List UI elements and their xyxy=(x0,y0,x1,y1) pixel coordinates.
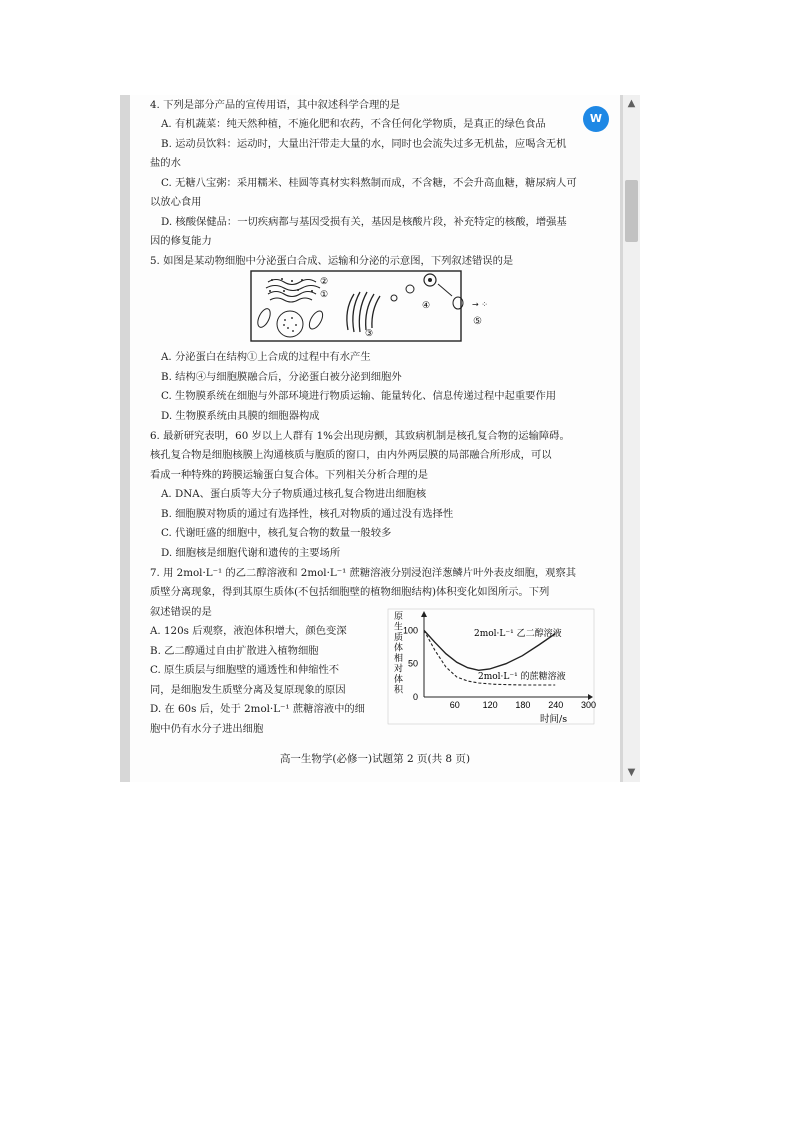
series-label-ethylene-glycol: 2mol·L⁻¹ 乙二醇溶液 xyxy=(474,629,562,639)
x-tick-label: 60 xyxy=(449,700,460,710)
y-axis-label-char: 体 xyxy=(394,643,404,654)
mitochondrion-left xyxy=(255,307,273,329)
question-5-stem: 5. 如图是某动物细胞中分泌蛋白合成、运输和分泌的示意图，下列叙述错误的是 xyxy=(150,255,514,267)
y-axis-label-char: 体 xyxy=(394,675,404,685)
secreted-protein-mark: → ⁘ xyxy=(472,300,488,309)
question-6-line3: 看成一种特殊的跨膜运输蛋白复合体。下列相关分析合理的是 xyxy=(150,469,429,481)
q5-option-b: B. 结构④与细胞膜融合后，分泌蛋白被分泌到细胞外 xyxy=(161,371,402,383)
q5-option-c: C. 生物膜系统在细胞与外部环境进行物质运输、能量转化、信息传递过程中起重要作用 xyxy=(161,390,557,402)
x-tick-label: 180 xyxy=(515,700,531,710)
page-footer: 高一生物学(必修一)试题第 2 页(共 8 页) xyxy=(279,753,471,765)
q6-option-c: C. 代谢旺盛的细胞中，核孔复合物的数量一般较多 xyxy=(161,527,392,539)
y-axis-label-char: 相 xyxy=(394,654,404,664)
q4-option-d: D. 核酸保健品：一切疾病都与基因受损有关，基因是核酸片段，补充特定的核酸，增强基 xyxy=(161,216,567,228)
label-2: ② xyxy=(320,277,329,287)
q6-option-a: A. DNA、蛋白质等大分子物质通过核孔复合物进出细胞核 xyxy=(161,488,427,500)
nucleus xyxy=(277,311,303,337)
y-axis-label-char: 生 xyxy=(394,622,404,633)
label-4: ④ xyxy=(422,301,431,311)
protoplast-volume-chart xyxy=(388,609,597,725)
vesicle-2 xyxy=(406,285,414,293)
question-4-stem: 4. 下列是部分产品的宣传用语，其中叙述科学合理的是 xyxy=(150,99,400,111)
q7-option-a: A. 120s 后观察，液泡体积增大，颜色变深 xyxy=(150,625,347,637)
x-tick-label: 120 xyxy=(482,700,498,710)
q4-option-b-cont: 盐的水 xyxy=(150,157,181,169)
scroll-down-icon[interactable]: ▼ xyxy=(627,767,636,778)
y-tick-label: 0 xyxy=(413,692,419,702)
question-6-line2: 核孔复合物是细胞核膜上沟通核质与胞质的窗口，由内外两层膜的局部融合所形成，可以 xyxy=(150,449,552,461)
q4-option-b: B. 运动员饮料：运动时，大量出汗带走大量的水，同时也会流失过多无机盐，应喝含无机 xyxy=(161,138,567,150)
y-tick-label: 50 xyxy=(408,658,419,669)
question-6-line1: 6. 最新研究表明，60 岁以上人群有 1%会出现房颤，其致病机制是核孔复合物的运输障碍。 xyxy=(150,430,570,442)
question-7-line2: 质壁分离现象，得到其原生质体(不包括细胞壁的植物细胞结构)体积变化如图所示。下列 xyxy=(150,586,550,598)
y-axis-label-char: 原 xyxy=(394,612,404,622)
q4-option-c: C. 无糖八宝粥：采用糯米、桂圆等真材实料熬制而成，不含糖，不会升高血糖，糖尿病人可 xyxy=(161,177,577,189)
secretory-protein-diagram xyxy=(250,270,462,342)
label-5: ⑤ xyxy=(473,316,482,327)
x-tick-label: 300 xyxy=(581,700,597,710)
q6-option-d: D. 细胞核是细胞代谢和遗传的主要场所 xyxy=(161,547,341,559)
q4-option-a: A. 有机蔬菜：纯天然种植，不施化肥和农药，不含任何化学物质，是真正的绿色食品 xyxy=(161,118,546,130)
q7-option-d-cont: 胞中仍有水分子进出细胞 xyxy=(150,723,264,735)
arrow-to-membrane xyxy=(438,284,452,296)
label-3: ③ xyxy=(365,329,374,339)
q4-option-d-cont: 因的修复能力 xyxy=(150,235,212,247)
question-7-line1: 7. 用 2mol·L⁻¹ 的乙二醇溶液和 2mol·L⁻¹ 蔗糖溶液分别浸泡洋葱鳞片叶外表皮细胞，观察其 xyxy=(150,567,577,579)
golgi-apparatus xyxy=(347,292,380,332)
y-axis-label-char: 对 xyxy=(394,664,404,675)
scroll-up-icon[interactable]: ▲ xyxy=(627,98,636,109)
q7-option-c: C. 原生质层与细胞壁的通透性和伸缩性不 xyxy=(150,664,340,676)
app-badge-icon[interactable]: W xyxy=(583,106,609,132)
q6-option-b: B. 细胞膜对物质的通过有选择性，核孔对物质的通过没有选择性 xyxy=(161,508,454,520)
vertical-scrollbar[interactable] xyxy=(623,95,640,782)
q7-option-d: D. 在 60s 后，处于 2mol·L⁻¹ 蔗糖溶液中的细 xyxy=(150,703,365,715)
vesicle-1 xyxy=(391,295,397,301)
q7-option-c-cont: 同，是细胞发生质壁分离及复原现象的原因 xyxy=(150,684,346,696)
nucleus-dots xyxy=(283,317,297,332)
vesicle-4-core xyxy=(428,278,432,282)
series-label-sucrose: 2mol·L⁻¹ 的蔗糖溶液 xyxy=(478,672,566,682)
mitochondrion-right xyxy=(307,309,326,331)
x-axis-label: 时间/s xyxy=(540,714,568,725)
q5-option-d: D. 生物膜系统由具膜的细胞器构成 xyxy=(161,410,320,422)
question-7-line3: 叙述错误的是 xyxy=(150,606,212,618)
label-1: ① xyxy=(320,290,329,300)
q7-option-b: B. 乙二醇通过自由扩散进入植物细胞 xyxy=(150,645,319,657)
y-axis-arrow xyxy=(421,611,427,617)
x-tick-label: 240 xyxy=(548,700,564,710)
y-axis-label-char: 质 xyxy=(394,633,404,643)
q4-option-c-cont: 以放心食用 xyxy=(150,196,202,208)
y-tick-label: 100 xyxy=(403,625,419,636)
q5-option-a: A. 分泌蛋白在结构①上合成的过程中有水产生 xyxy=(161,351,371,363)
y-axis-label-char: 积 xyxy=(394,685,404,696)
scrollbar-thumb[interactable] xyxy=(625,180,638,242)
